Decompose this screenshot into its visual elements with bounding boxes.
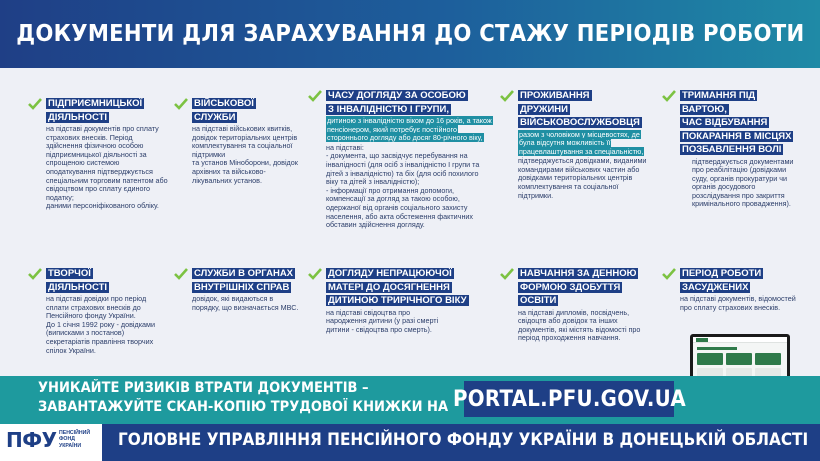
- card-body: на підставі довідки про період сплати страхових внесків до Пенсійного фонду України. До 1 січня 1992 року - довідками (виписками з постанов) секретаріатів правління творчих спілок України.: [46, 294, 155, 355]
- check-icon: [174, 98, 188, 110]
- card-title: ВІЙСЬКОВОЇ СЛУЖБИ: [194, 98, 254, 123]
- card-military-service: [174, 96, 300, 185]
- pfu-logo: [0, 424, 102, 461]
- card-title: СЛУЖБИ В ОРГАНАХ ВНУТРІШНІХ СПРАВ: [194, 268, 294, 293]
- card-convicts-work: [662, 266, 800, 312]
- card-creative-activity: [28, 266, 168, 355]
- card-title: ПІДПРИЄМНИЦЬКОЇ ДІЯЛЬНОСТІ: [48, 98, 143, 123]
- card-body: підтверджується документами про реабілітацію (довідками суду, органів прокуратури чи органів досудового розслідування про закриття кримінального провадження).: [692, 156, 794, 209]
- card-mother-childcare: [308, 266, 492, 334]
- card-body: дитиною з інвалідністю віком до 16 років, а також пенсіонером, який потребує постійного стороннього догляду або досяг 80-річного віку, на підставі: - документа, що засвідчує перебування на інвалідності (для осіб з інвалідністю І групи та дітей з інвалідністю) та біх (для осіб похилого віку та дітей з інвалідністю); - інформації про отримання допомоги, компенсації за догляд за такою особою, одержаної від органів соціального захисту населення, або акта обстеження фактичних обставин здійснення догляду.: [326, 116, 492, 230]
- card-full-time-study: [500, 266, 650, 343]
- card-title: ЧАСУ ДОГЛЯДУ ЗА ОСОБОЮ З ІНВАЛІДНІСТЮ І ГРУПИ,: [328, 90, 466, 115]
- header-banner: [0, 0, 820, 68]
- card-title: ПЕРІОД РОБОТИ ЗАСУДЖЕНИХ: [682, 268, 762, 293]
- check-icon: [28, 268, 42, 280]
- cta-band: [0, 376, 820, 424]
- pfu-logo-mark: ПФУ: [6, 428, 57, 452]
- card-body: на підставі документів, відомостей про сплату страхових внесків.: [680, 294, 796, 312]
- check-icon: [500, 90, 514, 102]
- card-title: НАВЧАННЯ ЗА ДЕННОЮ ФОРМОЮ ЗДОБУТТЯ ОСВІТИ: [520, 268, 637, 306]
- card-entrepreneurship: [28, 96, 168, 211]
- check-icon: [308, 268, 322, 280]
- card-title: ПРОЖИВАННЯ ДРУЖИНИ ВІЙСЬКОВОСЛУЖБОВЦЯ: [520, 90, 640, 128]
- footer-title: ГОЛОВНЕ УПРАВЛІННЯ ПЕНСІЙНОГО ФОНДУ УКРАЇНИ В ДОНЕЦЬКІЙ ОБЛАСТІ: [118, 430, 809, 450]
- check-icon: [662, 268, 676, 280]
- check-icon: [28, 98, 42, 110]
- check-icon: [662, 90, 676, 102]
- check-icon: [308, 90, 322, 102]
- card-military-wife: [500, 88, 650, 200]
- cta-line-1: УНИКАЙТЕ РИЗИКІВ ВТРАТИ ДОКУМЕНТІВ –: [38, 380, 369, 396]
- card-body: на підставі свідоцтва про народження дитини (у разі смерті дитини - свідоцтва про смерть).: [326, 307, 439, 334]
- card-title: ТРИМАННЯ ПІД ВАРТОЮ, ЧАС ВІДБУВАННЯ ПОКАРАННЯ В МІСЦЯХ ПОЗБАВЛЕННЯ ВОЛІ: [682, 90, 792, 155]
- card-title: ТВОРЧОЇ ДІЯЛЬНОСТІ: [48, 268, 108, 293]
- page-title: ДОКУМЕНТИ ДЛЯ ЗАРАХУВАННЯ ДО СТАЖУ ПЕРІОДІВ РОБОТИ: [15, 21, 805, 47]
- card-body: довідок, які видаються в порядку, що визначається МВС.: [192, 294, 299, 312]
- card-title: ДОГЛЯДУ НЕПРАЦЮЮЧОЇ МАТЕРІ ДО ДОСЯГНЕННЯ ДИТИНОЮ ТРИРІЧНОГО ВІКУ: [328, 268, 467, 306]
- cta-line-2: ЗАВАНТАЖУЙТЕ СКАН-КОПІЮ ТРУДОВОЇ КНИЖКИ НА: [38, 399, 449, 415]
- card-body: на підставі військових квитків, довідок територіальних центрів комплектування та соціальної підтримки та установ Міноборони, довідок архівних та військово-лікувальних установ.: [192, 124, 298, 185]
- card-body: разом з чоловіком у місцевостях, де була відсутня можливість її працевлаштування за спеціальністю, підтверджується довідками, виданими командирами військових частин або довідками територіальних центрів комплектування та соціальної підтримки.: [518, 129, 647, 200]
- card-detention: [662, 88, 800, 209]
- pfu-logo-text: ПЕНСІЙНИЙ ФОНД УКРАЇНИ: [59, 430, 91, 449]
- card-body: на підставі дипломів, посвідчень, свідоцтв або довідок та інших документів, які містять відомості про період проходження навчання.: [518, 307, 641, 343]
- portal-url-link[interactable]: PORTAL.PFU.GOV.UA: [464, 381, 674, 417]
- check-icon: [174, 268, 188, 280]
- card-care-for-disabled: [308, 88, 492, 230]
- card-body: на підставі документів про сплату страхових внесків. Період здійснення фізичною особою підприємницької діяльності за спрощеною системою оподаткування підтверджується спеціальним торговим патентом або свідоцтвом про сплату єдиного податку; даними персоніфікованого обліку.: [46, 124, 168, 211]
- check-icon: [500, 268, 514, 280]
- card-internal-affairs: [174, 266, 300, 312]
